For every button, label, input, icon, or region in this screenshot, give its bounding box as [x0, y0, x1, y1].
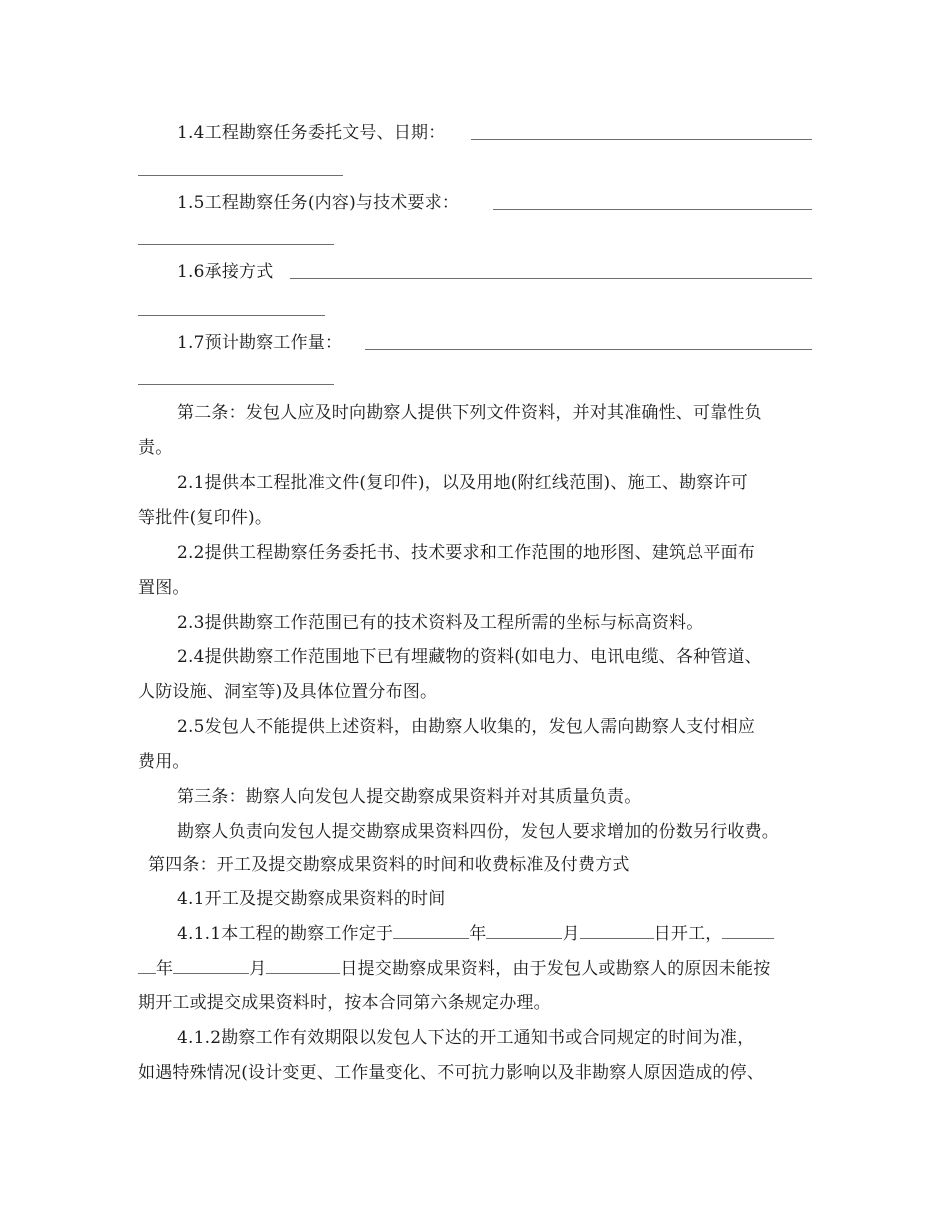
- clause-2-1-cont: 等批件(复印件)。: [138, 508, 273, 528]
- clause-1-6-blank[interactable]: [290, 278, 812, 279]
- submit-day-label: 日提交勘察成果资料，由于发包人或勘察人的原因未能按: [340, 959, 771, 979]
- start-month-blank[interactable]: [486, 922, 562, 939]
- clause-1-4: [177, 122, 445, 144]
- clause-1-7-text: 1.7预计勘察工作量：: [177, 333, 343, 353]
- clause-2-5: 2.5发包人不能提供上述资料，由勘察人收集的，发包人需向勘察人支付相应: [177, 717, 756, 737]
- start-year-blank[interactable]: [393, 922, 469, 939]
- clause-4-1-1-lead: 4.1.1本工程的勘察工作定于: [177, 924, 394, 944]
- submit-year-label: 年: [156, 959, 174, 979]
- clause-4-1-2-cont: 如遇特殊情况(设计变更、工作量变化、不可抗力影响以及非勘察人原因造成的停、: [138, 1063, 765, 1083]
- clause-1-5-blank-cont[interactable]: [138, 244, 334, 245]
- clause-1-6: [177, 261, 273, 283]
- clause-4-1-1: [177, 922, 774, 945]
- start-year-label: 年: [469, 924, 487, 944]
- article-2-heading-cont: 责。: [138, 438, 173, 458]
- clause-1-6-blank-cont[interactable]: [138, 315, 325, 316]
- clause-1-7: [177, 332, 342, 354]
- clause-1-5: [177, 192, 459, 214]
- article-2-heading: 第二条：发包人应及时向勘察人提供下列文件资料，并对其准确性、可靠性负: [177, 403, 762, 423]
- clause-1-4-text: 1.4工程勘察任务委托文号、日期：: [177, 123, 446, 143]
- submit-year-blank-part1[interactable]: [722, 922, 774, 939]
- clause-1-5-text: 1.5工程勘察任务(内容)与技术要求：: [177, 193, 460, 213]
- clause-2-5-cont: 费用。: [138, 752, 190, 772]
- clause-1-4-blank-cont[interactable]: [138, 175, 343, 176]
- clause-4-1: 4.1开工及提交勘察成果资料的时间: [177, 889, 446, 909]
- start-month-label: 月: [562, 924, 580, 944]
- start-day-label: 日开工，: [653, 924, 723, 944]
- clause-4-1-2: 4.1.2勘察工作有效期限以发包人下达的开工通知书或合同规定的时间为准，: [177, 1028, 755, 1048]
- article-3-heading: 第三条：勘察人向发包人提交勘察成果资料并对其质量负责。: [177, 787, 642, 807]
- clause-2-3: 2.3提供勘察工作范围已有的技术资料及工程所需的坐标与标高资料。: [177, 613, 704, 633]
- clause-2-2-cont: 置图。: [138, 578, 190, 598]
- clause-1-4-blank[interactable]: [471, 139, 812, 140]
- submit-year-blank-part2[interactable]: [138, 957, 156, 974]
- article-4-heading: 第四条：开工及提交勘察成果资料的时间和收费标准及付费方式: [148, 855, 630, 875]
- submit-month-label: 月: [249, 959, 267, 979]
- submit-day-blank[interactable]: [266, 957, 340, 974]
- clause-4-1-1-cont: [138, 957, 770, 980]
- article-3-body: 勘察人负责向发包人提交勘察成果资料四份，发包人要求增加的份数另行收费。: [177, 822, 779, 842]
- start-day-blank[interactable]: [580, 922, 654, 939]
- submit-month-blank[interactable]: [173, 957, 249, 974]
- clause-2-4-cont: 人防设施、洞室等)及具体位置分布图。: [138, 682, 438, 702]
- clause-2-4: 2.4提供勘察工作范围地下已有埋藏物的资料(如电力、电讯电缆、各种管道、: [177, 647, 762, 667]
- clause-2-2: 2.2提供工程勘察任务委托书、技术要求和工作范围的地形图、建筑总平面布: [177, 543, 756, 563]
- clause-1-7-blank-cont[interactable]: [138, 384, 334, 385]
- clause-1-5-blank[interactable]: [493, 209, 812, 210]
- clause-4-1-1-cont2: 期开工或提交成果资料时，按本合同第六条规定办理。: [138, 993, 551, 1013]
- clause-1-7-blank[interactable]: [365, 349, 812, 350]
- clause-2-1: 2.1提供本工程批准文件(复印件)，以及用地(附红线范围)、施工、勘察许可: [177, 473, 748, 493]
- clause-1-6-text: 1.6承接方式: [177, 262, 274, 282]
